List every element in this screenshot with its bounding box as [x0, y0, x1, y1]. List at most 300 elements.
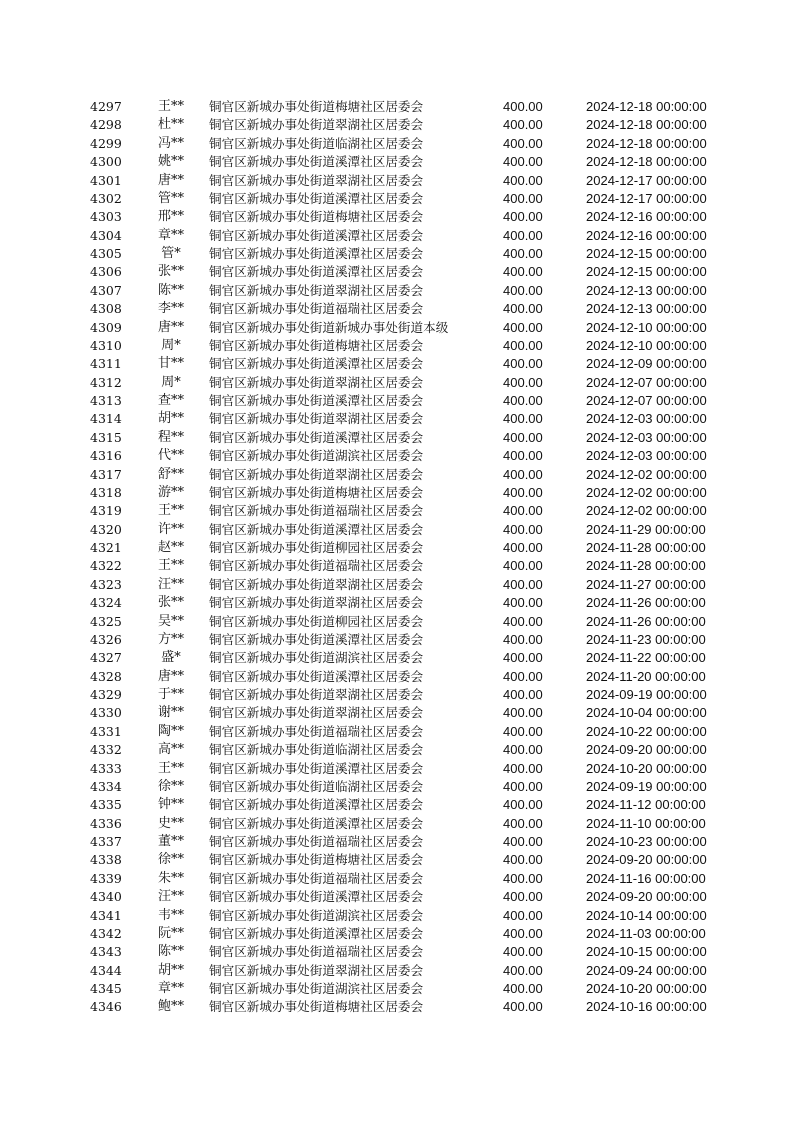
organization: 铜官区新城办事处街道翠湖社区居委会 — [209, 595, 424, 611]
table-row — [0, 631, 793, 649]
person-name: 徐** — [157, 852, 184, 868]
amount: 400.00 — [503, 870, 543, 886]
amount: 400.00 — [503, 503, 543, 519]
person-name: 谢** — [157, 705, 184, 721]
amount: 400.00 — [503, 889, 543, 905]
date-time: 2024-12-18 00:00:00 — [586, 135, 707, 151]
amount: 400.00 — [503, 117, 543, 133]
table-row — [0, 484, 793, 502]
table-row — [0, 337, 793, 355]
amount: 400.00 — [503, 650, 543, 666]
amount: 400.00 — [503, 356, 543, 372]
amount: 400.00 — [503, 429, 543, 445]
amount: 400.00 — [503, 631, 543, 647]
record-id: 4331 — [90, 723, 122, 739]
organization: 铜官区新城办事处街道溪潭社区居委会 — [209, 356, 424, 372]
table-row — [0, 98, 793, 116]
organization: 铜官区新城办事处街道临湖社区居委会 — [209, 135, 424, 151]
records-table — [0, 98, 793, 1017]
amount: 400.00 — [503, 246, 543, 261]
record-id: 4300 — [90, 154, 122, 170]
record-id: 4346 — [90, 999, 122, 1015]
date-time: 2024-12-10 00:00:00 — [586, 337, 707, 353]
table-row — [0, 135, 793, 153]
amount: 400.00 — [503, 834, 543, 849]
organization: 铜官区新城办事处街道临湖社区居委会 — [209, 778, 424, 794]
organization: 铜官区新城办事处街道翠湖社区居委会 — [209, 962, 424, 978]
date-time: 2024-11-12 00:00:00 — [586, 797, 706, 813]
person-name: 邢** — [157, 209, 184, 225]
person-name: 王** — [157, 99, 184, 114]
table-row — [0, 815, 793, 833]
date-time: 2024-12-15 00:00:00 — [586, 264, 707, 280]
date-time: 2024-12-16 00:00:00 — [586, 227, 707, 243]
organization: 铜官区新城办事处街道溪潭社区居委会 — [209, 815, 424, 831]
table-row — [0, 723, 793, 741]
record-id: 4335 — [90, 797, 122, 813]
person-name: 董** — [157, 834, 184, 849]
amount: 400.00 — [503, 282, 543, 298]
record-id: 4324 — [90, 595, 122, 611]
amount: 400.00 — [503, 815, 543, 831]
organization: 铜官区新城办事处街道福瑞社区居委会 — [209, 558, 424, 574]
amount: 400.00 — [503, 668, 543, 684]
record-id: 4311 — [90, 356, 122, 372]
record-id: 4315 — [90, 429, 122, 445]
organization: 铜官区新城办事处街道福瑞社区居委会 — [209, 723, 424, 739]
date-time: 2024-12-18 00:00:00 — [586, 117, 707, 133]
amount: 400.00 — [503, 687, 543, 702]
organization: 铜官区新城办事处街道溪潭社区居委会 — [209, 246, 424, 261]
table-row — [0, 925, 793, 943]
record-id: 4340 — [90, 889, 122, 905]
amount: 400.00 — [503, 613, 543, 629]
person-name: 代** — [157, 448, 184, 464]
organization: 铜官区新城办事处街道翠湖社区居委会 — [209, 282, 424, 298]
table-row — [0, 962, 793, 980]
record-id: 4309 — [90, 319, 122, 335]
person-name: 张** — [157, 264, 184, 280]
table-row — [0, 576, 793, 594]
date-time: 2024-12-03 00:00:00 — [586, 429, 707, 445]
date-time: 2024-11-23 00:00:00 — [586, 631, 706, 647]
amount: 400.00 — [503, 264, 543, 280]
organization: 铜官区新城办事处街道湖滨社区居委会 — [209, 907, 424, 923]
table-row — [0, 392, 793, 410]
record-id: 4336 — [90, 815, 122, 831]
table-row — [0, 227, 793, 245]
person-name: 王** — [157, 558, 184, 574]
record-id: 4308 — [90, 301, 122, 317]
person-name: 方** — [157, 631, 184, 647]
date-time: 2024-09-19 00:00:00 — [586, 687, 707, 702]
person-name: 陈** — [157, 944, 184, 960]
record-id: 4327 — [90, 650, 122, 666]
person-name: 高** — [157, 742, 184, 758]
table-row — [0, 760, 793, 778]
amount: 400.00 — [503, 411, 543, 427]
date-time: 2024-10-23 00:00:00 — [586, 834, 707, 849]
record-id: 4304 — [90, 227, 122, 243]
date-time: 2024-10-20 00:00:00 — [586, 760, 707, 776]
person-name: 章** — [157, 981, 184, 996]
organization: 铜官区新城办事处街道福瑞社区居委会 — [209, 870, 424, 886]
record-id: 4302 — [90, 190, 122, 206]
amount: 400.00 — [503, 595, 543, 611]
organization: 铜官区新城办事处街道福瑞社区居委会 — [209, 944, 424, 960]
table-row — [0, 466, 793, 484]
amount: 400.00 — [503, 778, 543, 794]
amount: 400.00 — [503, 227, 543, 243]
amount: 400.00 — [503, 209, 543, 225]
organization: 铜官区新城办事处街道梅塘社区居委会 — [209, 999, 424, 1015]
person-name: 甘** — [157, 356, 184, 372]
organization: 铜官区新城办事处街道溪潭社区居委会 — [209, 797, 424, 813]
table-row — [0, 153, 793, 171]
record-id: 4320 — [90, 521, 122, 537]
table-row — [0, 796, 793, 814]
amount: 400.00 — [503, 484, 543, 500]
table-row — [0, 943, 793, 961]
table-row — [0, 613, 793, 631]
date-time: 2024-12-18 00:00:00 — [586, 99, 707, 114]
record-id: 4326 — [90, 631, 122, 647]
organization: 铜官区新城办事处街道湖滨社区居委会 — [209, 981, 424, 996]
date-time: 2024-12-17 00:00:00 — [586, 172, 707, 188]
table-row — [0, 686, 793, 704]
person-name: 许** — [157, 521, 184, 537]
record-id: 4325 — [90, 613, 122, 629]
date-time: 2024-10-15 00:00:00 — [586, 944, 707, 960]
organization: 铜官区新城办事处街道溪潭社区居委会 — [209, 760, 424, 776]
date-time: 2024-10-14 00:00:00 — [586, 907, 707, 923]
organization: 铜官区新城办事处街道溪潭社区居委会 — [209, 227, 424, 243]
organization: 铜官区新城办事处街道翠湖社区居委会 — [209, 466, 424, 482]
record-id: 4318 — [90, 484, 122, 500]
amount: 400.00 — [503, 797, 543, 813]
date-time: 2024-09-19 00:00:00 — [586, 778, 707, 794]
table-row — [0, 282, 793, 300]
date-time: 2024-11-26 00:00:00 — [586, 613, 706, 629]
date-time: 2024-12-17 00:00:00 — [586, 190, 707, 206]
table-row — [0, 263, 793, 281]
date-time: 2024-12-07 00:00:00 — [586, 393, 707, 408]
table-row — [0, 245, 793, 263]
record-id: 4303 — [90, 209, 122, 225]
amount: 400.00 — [503, 154, 543, 170]
person-name: 章** — [157, 227, 184, 243]
record-id: 4343 — [90, 944, 122, 960]
date-time: 2024-12-13 00:00:00 — [586, 282, 707, 298]
record-id: 4310 — [90, 337, 122, 353]
record-id: 4297 — [90, 99, 122, 114]
organization: 铜官区新城办事处街道梅塘社区居委会 — [209, 484, 424, 500]
person-name: 汪** — [157, 889, 184, 905]
organization: 铜官区新城办事处街道翠湖社区居委会 — [209, 374, 424, 390]
amount: 400.00 — [503, 172, 543, 188]
record-id: 4314 — [90, 411, 122, 427]
record-id: 4301 — [90, 172, 122, 188]
table-row — [0, 980, 793, 998]
table-row — [0, 172, 793, 190]
amount: 400.00 — [503, 907, 543, 923]
table-row — [0, 502, 793, 520]
organization: 铜官区新城办事处街道柳园社区居委会 — [209, 613, 424, 629]
amount: 400.00 — [503, 466, 543, 482]
record-id: 4339 — [90, 870, 122, 886]
date-time: 2024-09-24 00:00:00 — [586, 962, 707, 978]
organization: 铜官区新城办事处街道溪潭社区居委会 — [209, 264, 424, 280]
amount: 400.00 — [503, 705, 543, 721]
date-time: 2024-11-16 00:00:00 — [586, 870, 706, 886]
organization: 铜官区新城办事处街道溪潭社区居委会 — [209, 521, 424, 537]
person-name: 鲍** — [157, 999, 184, 1015]
record-id: 4323 — [90, 576, 122, 592]
person-name: 徐** — [157, 778, 184, 794]
date-time: 2024-09-20 00:00:00 — [586, 889, 707, 905]
amount: 400.00 — [503, 723, 543, 739]
table-row — [0, 649, 793, 667]
amount: 400.00 — [503, 981, 543, 996]
record-id: 4313 — [90, 393, 122, 408]
organization: 铜官区新城办事处街道梅塘社区居委会 — [209, 337, 424, 353]
person-name: 胡** — [157, 962, 184, 978]
amount: 400.00 — [503, 540, 543, 555]
person-name: 冯** — [157, 135, 184, 151]
table-row — [0, 888, 793, 906]
organization: 铜官区新城办事处街道梅塘社区居委会 — [209, 852, 424, 868]
person-name: 查** — [157, 393, 184, 408]
person-name: 张** — [157, 595, 184, 611]
date-time: 2024-09-20 00:00:00 — [586, 742, 707, 758]
table-row — [0, 208, 793, 226]
person-name: 于** — [157, 687, 184, 702]
table-row — [0, 355, 793, 373]
table-row — [0, 778, 793, 796]
date-time: 2024-12-03 00:00:00 — [586, 411, 707, 427]
amount: 400.00 — [503, 448, 543, 464]
record-id: 4307 — [90, 282, 122, 298]
amount: 400.00 — [503, 337, 543, 353]
record-id: 4333 — [90, 760, 122, 776]
person-name: 游** — [157, 484, 184, 500]
date-time: 2024-11-26 00:00:00 — [586, 595, 706, 611]
date-time: 2024-11-27 00:00:00 — [586, 576, 706, 592]
organization: 铜官区新城办事处街道梅塘社区居委会 — [209, 99, 424, 114]
date-time: 2024-12-13 00:00:00 — [586, 301, 707, 317]
person-name: 周* — [161, 337, 181, 353]
table-row — [0, 704, 793, 722]
person-name: 管* — [161, 246, 181, 261]
date-time: 2024-11-03 00:00:00 — [586, 925, 706, 941]
date-time: 2024-10-22 00:00:00 — [586, 723, 707, 739]
person-name: 韦** — [157, 907, 184, 923]
organization: 铜官区新城办事处街道湖滨社区居委会 — [209, 448, 424, 464]
amount: 400.00 — [503, 393, 543, 408]
record-id: 4334 — [90, 778, 122, 794]
person-name: 朱** — [157, 870, 184, 886]
record-id: 4330 — [90, 705, 122, 721]
person-name: 杜** — [157, 117, 184, 133]
person-name: 王** — [157, 760, 184, 776]
date-time: 2024-12-02 00:00:00 — [586, 484, 707, 500]
date-time: 2024-12-16 00:00:00 — [586, 209, 707, 225]
amount: 400.00 — [503, 999, 543, 1015]
date-time: 2024-12-18 00:00:00 — [586, 154, 707, 170]
organization: 铜官区新城办事处街道溪潭社区居委会 — [209, 429, 424, 445]
organization: 铜官区新城办事处街道溪潭社区居委会 — [209, 925, 424, 941]
record-id: 4298 — [90, 117, 122, 133]
table-row — [0, 429, 793, 447]
record-id: 4328 — [90, 668, 122, 684]
organization: 铜官区新城办事处街道翠湖社区居委会 — [209, 117, 424, 133]
organization: 铜官区新城办事处街道翠湖社区居委会 — [209, 687, 424, 702]
organization: 铜官区新城办事处街道溪潭社区居委会 — [209, 190, 424, 206]
table-row — [0, 594, 793, 612]
record-id: 4321 — [90, 540, 122, 555]
table-row — [0, 998, 793, 1016]
record-id: 4305 — [90, 246, 122, 261]
person-name: 唐** — [157, 172, 184, 188]
organization: 铜官区新城办事处街道翠湖社区居委会 — [209, 172, 424, 188]
table-row — [0, 741, 793, 759]
table-row — [0, 521, 793, 539]
organization: 铜官区新城办事处街道梅塘社区居委会 — [209, 209, 424, 225]
record-id: 4319 — [90, 503, 122, 519]
date-time: 2024-11-20 00:00:00 — [586, 668, 706, 684]
date-time: 2024-12-02 00:00:00 — [586, 466, 707, 482]
table-row — [0, 907, 793, 925]
amount: 400.00 — [503, 742, 543, 758]
person-name: 陈** — [157, 282, 184, 298]
table-row — [0, 833, 793, 851]
amount: 400.00 — [503, 760, 543, 776]
table-row — [0, 190, 793, 208]
record-id: 4306 — [90, 264, 122, 280]
person-name: 史** — [157, 815, 184, 831]
record-id: 4342 — [90, 925, 122, 941]
person-name: 李** — [157, 301, 184, 317]
table-row — [0, 410, 793, 428]
person-name: 管** — [157, 190, 184, 206]
amount: 400.00 — [503, 135, 543, 151]
record-id: 4317 — [90, 466, 122, 482]
organization: 铜官区新城办事处街道福瑞社区居委会 — [209, 301, 424, 317]
record-id: 4345 — [90, 981, 122, 996]
amount: 400.00 — [503, 521, 543, 537]
record-id: 4322 — [90, 558, 122, 574]
record-id: 4337 — [90, 834, 122, 849]
organization: 铜官区新城办事处街道溪潭社区居委会 — [209, 631, 424, 647]
date-time: 2024-12-10 00:00:00 — [586, 319, 707, 335]
record-id: 4312 — [90, 374, 122, 390]
person-name: 唐** — [157, 668, 184, 684]
amount: 400.00 — [503, 852, 543, 868]
person-name: 盛* — [161, 650, 181, 666]
amount: 400.00 — [503, 374, 543, 390]
table-row — [0, 116, 793, 134]
date-time: 2024-12-02 00:00:00 — [586, 503, 707, 519]
table-row — [0, 851, 793, 869]
date-time: 2024-12-15 00:00:00 — [586, 246, 707, 261]
date-time: 2024-12-07 00:00:00 — [586, 374, 707, 390]
date-time: 2024-09-20 00:00:00 — [586, 852, 707, 868]
person-name: 舒** — [157, 466, 184, 482]
date-time: 2024-12-09 00:00:00 — [586, 356, 707, 372]
organization: 铜官区新城办事处街道溪潭社区居委会 — [209, 393, 424, 408]
date-time: 2024-11-29 00:00:00 — [586, 521, 706, 537]
person-name: 陶** — [157, 723, 184, 739]
person-name: 吴** — [157, 613, 184, 629]
date-time: 2024-10-04 00:00:00 — [586, 705, 707, 721]
organization: 铜官区新城办事处街道福瑞社区居委会 — [209, 503, 424, 519]
record-id: 4332 — [90, 742, 122, 758]
person-name: 唐** — [157, 319, 184, 335]
amount: 400.00 — [503, 576, 543, 592]
organization: 铜官区新城办事处街道临湖社区居委会 — [209, 742, 424, 758]
date-time: 2024-11-10 00:00:00 — [586, 815, 706, 831]
organization: 铜官区新城办事处街道福瑞社区居委会 — [209, 834, 424, 849]
table-row — [0, 557, 793, 575]
organization: 铜官区新城办事处街道湖滨社区居委会 — [209, 650, 424, 666]
amount: 400.00 — [503, 99, 543, 114]
person-name: 阮** — [157, 925, 184, 941]
organization: 铜官区新城办事处街道溪潭社区居委会 — [209, 668, 424, 684]
amount: 400.00 — [503, 558, 543, 574]
person-name: 姚** — [157, 154, 184, 170]
record-id: 4344 — [90, 962, 122, 978]
table-row — [0, 539, 793, 557]
date-time: 2024-12-03 00:00:00 — [586, 448, 707, 464]
person-name: 赵** — [157, 540, 184, 555]
date-time: 2024-11-28 00:00:00 — [586, 558, 706, 574]
table-row — [0, 870, 793, 888]
record-id: 4329 — [90, 687, 122, 702]
amount: 400.00 — [503, 319, 543, 335]
table-row — [0, 447, 793, 465]
person-name: 周* — [161, 374, 181, 390]
date-time: 2024-10-20 00:00:00 — [586, 981, 707, 996]
person-name: 程** — [157, 429, 184, 445]
person-name: 汪** — [157, 576, 184, 592]
organization: 铜官区新城办事处街道新城办事处街道本级 — [209, 319, 449, 335]
organization: 铜官区新城办事处街道翠湖社区居委会 — [209, 411, 424, 427]
table-row — [0, 374, 793, 392]
record-id: 4299 — [90, 135, 122, 151]
organization: 铜官区新城办事处街道翠湖社区居委会 — [209, 576, 424, 592]
record-id: 4316 — [90, 448, 122, 464]
organization: 铜官区新城办事处街道翠湖社区居委会 — [209, 705, 424, 721]
organization: 铜官区新城办事处街道溪潭社区居委会 — [209, 154, 424, 170]
amount: 400.00 — [503, 301, 543, 317]
person-name: 胡** — [157, 411, 184, 427]
organization: 铜官区新城办事处街道柳园社区居委会 — [209, 540, 424, 555]
date-time: 2024-11-28 00:00:00 — [586, 540, 706, 555]
amount: 400.00 — [503, 944, 543, 960]
amount: 400.00 — [503, 925, 543, 941]
record-id: 4341 — [90, 907, 122, 923]
amount: 400.00 — [503, 190, 543, 206]
organization: 铜官区新城办事处街道溪潭社区居委会 — [209, 889, 424, 905]
person-name: 钟** — [157, 797, 184, 813]
table-row — [0, 300, 793, 318]
date-time: 2024-11-22 00:00:00 — [586, 650, 706, 666]
person-name: 王** — [157, 503, 184, 519]
table-row — [0, 319, 793, 337]
date-time: 2024-10-16 00:00:00 — [586, 999, 707, 1015]
amount: 400.00 — [503, 962, 543, 978]
record-id: 4338 — [90, 852, 122, 868]
